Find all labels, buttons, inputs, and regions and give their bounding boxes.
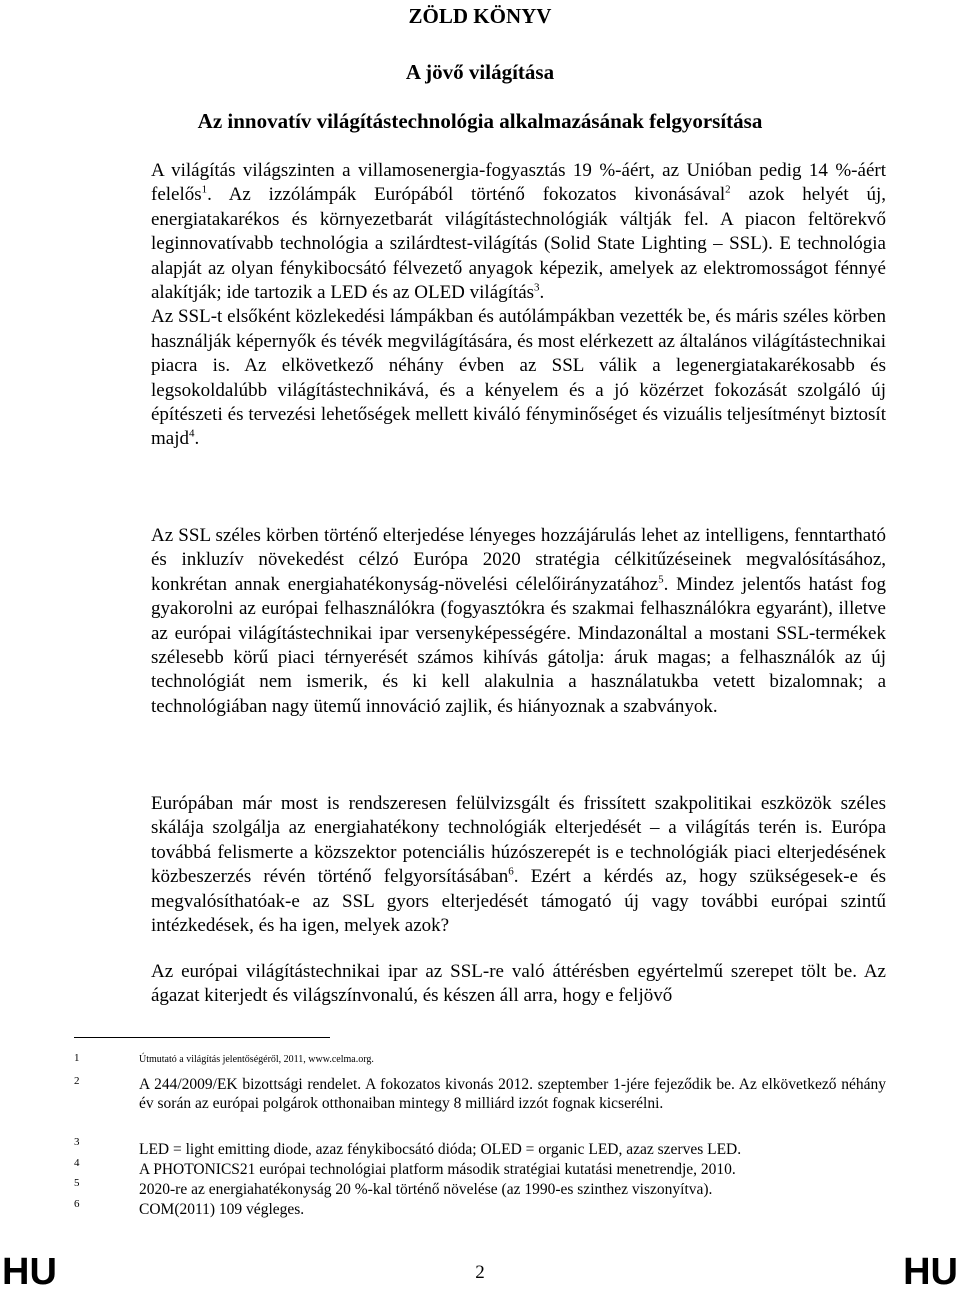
footnote-text: Útmutató a világítás jelentőségéről, 2011, www.celma.org. bbox=[139, 1054, 374, 1065]
footnote-text: A PHOTONICS21 európai technológiai platform második stratégiai kutatási menetrendje, 2010. bbox=[139, 1161, 736, 1178]
paragraph-4 bbox=[151, 960, 886, 1009]
paragraph-3 bbox=[151, 792, 886, 938]
paragraph-3-text: . Ezért a kérdés az, hogy szükségesek-e és megvalósíthatóak-e az SSL gyors elterjedését támogató új vagy további európai szintű intézkedések, és ha igen, melyek azok? bbox=[151, 866, 886, 937]
footnote-number: 3 bbox=[74, 1136, 80, 1148]
language-code-left: HU bbox=[2, 1251, 57, 1293]
paragraph-1-text: . Az izzólámpák Európából történő fokozatos kivonásával bbox=[207, 184, 726, 206]
paragraph-2 bbox=[151, 524, 886, 719]
paragraph-1-text: Az SSL-t elsőként közlekedési lámpákban és autólámpákban vezették be, és máris széles körben használják képernyők és tévék megvilágítására, és most elérkezett az általános világítástechnikai piacra is. Az elkövetkező néhány évben az SSL válik a legenergiatakarékosabb és legsokoldalúbb világítástechnikává, és a kényelem és a jó közérzet fokozását szolgáló új építészeti és tervezési lehetőségek mellett kiváló fényminőséget és vizuális teljesítményt biztosít majd bbox=[151, 306, 886, 450]
footnote-number: 1 bbox=[74, 1052, 80, 1064]
document-subtitle-2: Az innovatív világítástechnológia alkalmazásának felgyorsítása bbox=[197, 109, 763, 133]
footnote-separator bbox=[74, 1037, 330, 1038]
document-title: ZÖLD KÖNYV bbox=[408, 4, 552, 28]
paragraph-1-text: . bbox=[539, 282, 545, 304]
footnote-ref-5[interactable]: 5 bbox=[658, 573, 664, 586]
footnote-text: A 244/2009/EK bizottsági rendelet. A fokozatos kivonás 2012. szeptember 1-jére fejeződik be. Az elkövetkező néhány év során az európai polgárok otthonaiban mintegy 8 milliárd izzót fognak kicserélni. bbox=[139, 1076, 886, 1113]
footnote-number: 2 bbox=[74, 1075, 80, 1087]
footnote-number: 6 bbox=[74, 1198, 80, 1210]
footnote-text: LED = light emitting diode, azaz fénykibocsátó dióda; OLED = organic LED, azaz szerves LED. bbox=[139, 1141, 742, 1158]
paragraph-2-text: Az SSL széles körben történő elterjedése lényeges hozzájárulás lehet az intelligens, fenntartható és inkluzív növekedést célzó Európa 2020 stratégia célkitűzéseinek megvalósításához, konkrétan annak energiahatékonyság-növelési célelőirányzatához bbox=[151, 525, 886, 595]
paragraph-2-text: . Mindez jelentős hatást fog gyakorolni az európai felhasználókra (fogyasztókra és szakmai felhasználókra egyaránt), illetve az európai világítástechnikai ipar versenyképességére. Mindazonáltal a mostani SSL-termékek szélesebb körű piaci térnyerését számos kihívás gátolja: áruk magas; a felhasználók az új technológiát nem ismerik, és ki kell alakulnia a használatukba vetett bizalomnak; a technológiában nagy ütemű innováció zajlik, és hiányoznak a szabványok. bbox=[151, 573, 886, 717]
paragraph-3-text: Európában már most is rendszeresen felülvizsgált és frissített szakpolitikai eszközök széles skálája szolgálja az energiahatékony technológiák elterjedését – a világítás terén is. Európa továbbá felismerte a közszektor potenciális húzószerepét is e technológiák piaci elterjedésének közbeszerzés révén történő felgyorsításában bbox=[151, 793, 886, 888]
footnote-ref-6[interactable]: 6 bbox=[508, 865, 514, 878]
language-code-right: HU bbox=[903, 1251, 958, 1293]
paragraph-1-text: azok helyét új, energiatakarékos és környezetbarát világítástechnológiák váltják fel. A piacon feltörekvő leginnovatívabb technológia a szilárdtest-világítás (Solid State Lighting – SSL). E technológia alapját az olyan fénykibocsátó félvezető anyagok képezik, amelyek az elektromosságot fénnyé alakítják; ide tartozik a LED és az OLED világítás bbox=[151, 184, 886, 304]
paragraph-1-text: . bbox=[194, 428, 200, 450]
footnote-ref-2[interactable]: 2 bbox=[725, 184, 731, 197]
footnote-text: 2020-re az energiahatékonyság 20 %-kal történő növelése (az 1990-es szinthez viszonyítva). bbox=[139, 1181, 713, 1198]
document-subtitle: A jövő világítása bbox=[405, 60, 555, 84]
paragraph-1-text: A világítás világszinten a villamosenergia-fogyasztás 19 %-áért, az Unióban pedig 14 %-áért felelős bbox=[151, 160, 886, 206]
page-number: 2 bbox=[475, 1262, 485, 1283]
footnote-number: 5 bbox=[74, 1177, 80, 1189]
paragraph-1 bbox=[151, 159, 886, 452]
footnote-ref-4[interactable]: 4 bbox=[189, 428, 195, 441]
paragraph-4-text: Az európai világítástechnikai ipar az SSL-re való áttérésben egyértelmű szerepet tölt be. Az ágazat kiterjedt és világszínvonalú, és készen áll arra, hogy e feljövő bbox=[151, 961, 886, 1007]
footnote-ref-3[interactable]: 3 bbox=[534, 281, 540, 294]
footnote-ref-1[interactable]: 1 bbox=[201, 184, 208, 197]
footnote-number: 4 bbox=[74, 1157, 80, 1169]
footnote-text: COM(2011) 109 végleges. bbox=[139, 1201, 305, 1218]
